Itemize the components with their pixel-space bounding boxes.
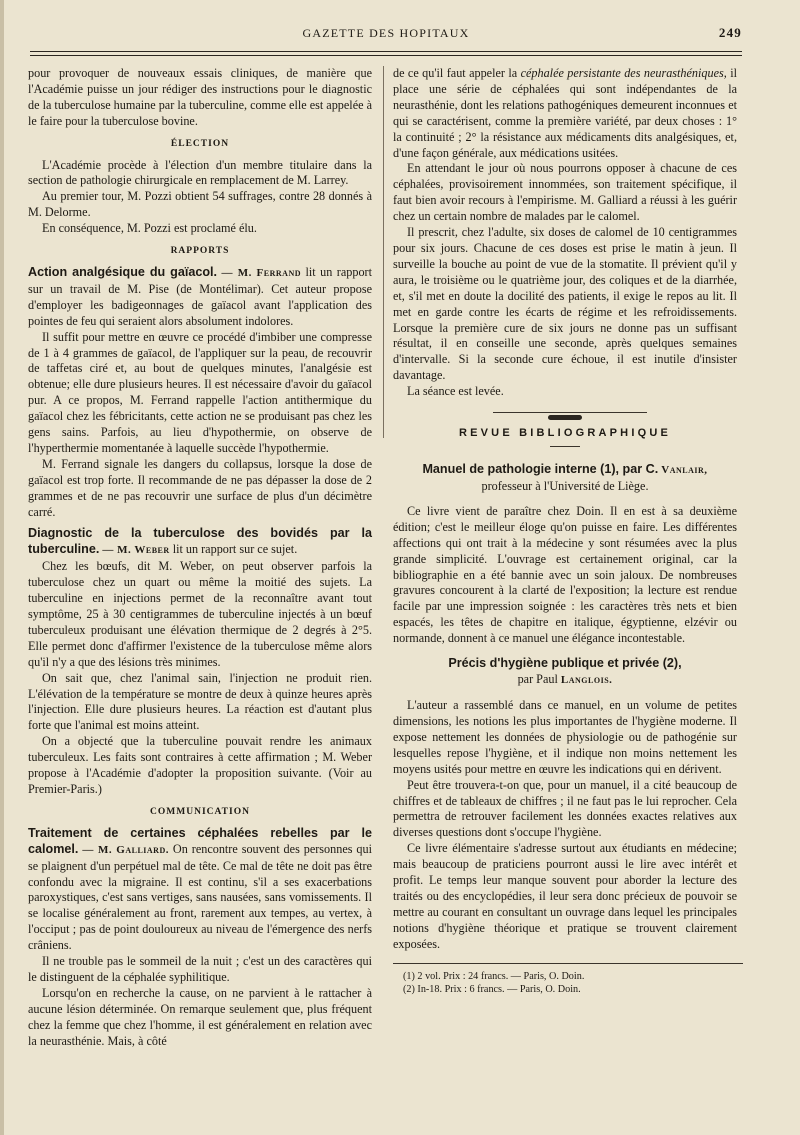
- paragraph-text: On rencontre souvent des personnes qui se plaignent d'un perpétuel mal de tête. Ce mal de tête ne doit pas être confondu avec la migraine. Il est continu, s'il a ses exacerbations paroxystiques, c'est sans vertiges, sans nausées, sans vomissements. Il se localise généralement au front, rarement aux tempes, au vertex, à l'occiput ; pas de point douloureux au niveau de l'émergence des nerfs crâniens.: [28, 841, 372, 953]
- paragraph: Chez les bœufs, dit M. Weber, on peut observer parfois la tuberculose chez un quart ou même la moitié des sujets. La tuberculine en injections permet de la reconnaître avant tout symptôme, 25 à 30 centigrammes de tuberculine injectés à un bœuf tuberculeux produisant une élévation thermique de 2 degrés à 2°5. Elle permet donc d'affirmer l'existence de la tuberculose même alors qu'il n'y a que des lésions très minimes.: [28, 559, 372, 669]
- page-edge: [0, 0, 4, 1135]
- article-tuberculose: [28, 526, 372, 559]
- paragraph: Il prescrit, chez l'adulte, six doses de calomel de 10 centigrammes pour six jours. Chacune de ces doses est prise le matin à jeun. Il surveille la bouche au point de vue de la stomatite. Il prévient qu'il y aura, le troisième ou le quatrième jour, des coliques et de la diarrhée, et, s'il met en doute la docilité des patients, il exige le repos au lit. Il met en garde contre les écarts de régime et les refroidissements. Lorsque la première cure de six jours ne donne pas un suffisant résultat, il en conseille une seconde, après quelques semaines d'intervalle. Si la seconde cure échoue, il est inutile d'insister davantage.: [393, 225, 737, 383]
- footnote: (2) In-18. Prix : 6 francs. — Paris, O. Doin.: [403, 983, 581, 995]
- left-column: [28, 66, 372, 1049]
- right-column: [393, 66, 737, 996]
- book-author: Langlois.: [560, 674, 613, 687]
- paragraph: Peut être trouvera-t-on que, pour un manuel, il a cité beaucoup de chiffres et de tableaux de chiffres ; il ne faut pas le lui reprocher. Cela permettra de retrouver facilement les données exactes relatives aux diverses questions dont s'occupe l'hygiène.: [393, 777, 737, 840]
- article-title: Action analgésique du gaïacol.: [28, 264, 218, 279]
- paragraph: L'auteur a rassemblé dans ce manuel, en un volume de petites dimensions, les notions les plus importantes de l'hygiène moderne. Il expose nettement les données de physiologie ou de pathogénie sur lesquelles repose l'hygiène, et il indique non moins nettement les moyens usités pour mettre en œuvre les indications qui en dérivent.: [393, 698, 737, 776]
- page-number: 249: [718, 25, 742, 40]
- book-heading-2: [393, 655, 737, 688]
- section-heading-communication: COMMUNICATION: [150, 806, 250, 817]
- article-author: — M. Weber: [102, 544, 170, 557]
- paragraph: Ce livre vient de paraître chez Doin. Il en est à sa deuxième édition; c'est le meilleur éloge qu'on puisse en faire. Les différentes affections qui ont trait à la médecine y sont résumées avec la plus grande simplicité. L'ouvrage est certainement original, car la bibliographie en a été bannie avec un soin jaloux. De nombreuses gravures concourent à la clarté de l'exposition; la lecture est rendue facile par une impression soignée : les caractères très nets et bien espacés, les têtes de chapitre en italique, égyptienne, elzévir ou normande, donnent à ce manuel une élégance incontestable.: [393, 503, 737, 646]
- header-rule: [30, 51, 742, 52]
- paragraph: Il ne trouble pas le sommeil de la nuit ; c'est un des caractères qui le distinguent de la céphalée syphilitique.: [28, 954, 372, 984]
- paragraph: L'Académie procède à l'élection d'un membre titulaire dans la section de pathologie chirurgicale en remplacement de M. Larrey.: [28, 157, 372, 188]
- column-separator: [383, 66, 384, 438]
- paragraph: Il suffit pour mettre en œuvre ce procédé d'imbiber une compresse de 1 à 4 grammes de gaïacol, de l'appliquer sur la peau, de recouvrir de taffetas ciré et, au bout de quelques minutes, l'analgésie est obtenue; elle dure plusieurs heures. Il est nécessaire d'avoir du gaïacol pur. A ce propos, M. Ferrand rappelle l'action antithermique du gaïacol chez les fébricitants, cette action ne se produisant pas chez les gens sains. Parfois, au lieu d'hypothermie, on observe de l'hyperthermie momentanée à laquelle succède l'hypothermie.: [28, 329, 372, 455]
- paragraph: La séance est levée.: [407, 384, 504, 399]
- paragraph: [393, 66, 737, 161]
- paragraph: On sait que, chez l'animal sain, l'injection ne produit rien. L'élévation de la température se montre de deux à quinze heures après l'injection. Elle dure plusieurs heures. La réaction est d'autant plus forte que l'animal est moins atteint.: [28, 670, 372, 733]
- section-ornament: [393, 408, 737, 416]
- short-rule: [550, 446, 580, 447]
- paragraph-text: il place une série de céphalées qui sont indépendantes de la neurasthénie, dont les relations pathogéniques demeurent inconnues et qui se caractérisent, comme la première variété, par deux choses : 1° la continuité ; 2° la résistance aux médicaments dits analgésiques, et, d'une façon générale, aux médications usitées.: [393, 66, 737, 160]
- book-title: Manuel de pathologie interne (1), par C.: [422, 461, 659, 476]
- section-heading-revue: REVUE BIBLIOGRAPHIQUE: [458, 427, 672, 440]
- page-header: [30, 24, 742, 44]
- paragraph-text: de ce qu'il faut appeler la: [393, 66, 521, 80]
- section-heading-election: ÉLECTION: [170, 138, 230, 149]
- footnote-rule: [393, 963, 743, 964]
- ornament-mark: [548, 415, 582, 420]
- paragraph: Ce livre élémentaire s'adresse surtout aux étudiants en médecine; mais beaucoup de praticiens pourront aussi le lire avec intérêt et profit. Le temps leur manque souvent pour aborder la lecture des traités ou des encyclopédies, il leur sera donc précieux de pouvoir se mettre au courant en consultant un ouvrage dans lequel les principales notions d'hygiène théorique et pratique se trouvent clairement exposées.: [393, 841, 737, 951]
- article-title: Diagnostic de la tuberculose des bovidés par la tuberculine.: [28, 526, 372, 557]
- paragraph-text: lit un rapport sur un travail de M. Pise (de Montélimar). Cet auteur propose d'employer les badigeonnages de gaïacol avant l'application des pointes de feu qui seraient alors absolument indolores.: [28, 264, 372, 328]
- paragraph: Lorsqu'on en recherche la cause, on ne parvient à le rattacher à aucune lésion déterminée. On remarque seulement que, plus fréquent chez la femme que chez l'homme, il est généralement en relation avec la neurasthénie. Mais, à côté: [28, 985, 372, 1048]
- article-author: — M. Galliard.: [82, 843, 169, 856]
- footnotes: [393, 970, 737, 996]
- paragraph: Au premier tour, M. Pozzi obtient 54 suffrages, contre 28 donnés à M. Delorme.: [28, 189, 372, 220]
- book-author: Vanlair,: [661, 463, 708, 476]
- section-heading-rapports: RAPPORTS: [170, 246, 230, 257]
- article-cephalees: [28, 826, 372, 954]
- footnote: (1) 2 vol. Prix : 24 francs. — Paris, O. Doin.: [403, 970, 585, 982]
- article-gaiacol: [28, 265, 372, 330]
- paragraph: pour provoquer de nouveaux essais cliniques, de manière que l'Académie puisse un jour rédiger des instructions pour le diagnostic de la tuberculose humaine par la tuberculine, comme elle est appelée à le faire pour la tuberculose bovine.: [28, 66, 372, 128]
- book-title: Précis d'hygiène publique et privée (2),: [448, 656, 682, 671]
- book-by: par Paul: [517, 672, 561, 687]
- paragraph: M. Ferrand signale les dangers du collapsus, lorsque la dose de gaïacol est trop forte. Il recommande de ne pas dépasser la dose de 2 grammes et de ne pas recouvrir une surface de plus d'un décimètre carré.: [28, 456, 372, 519]
- header-rule-double: [30, 55, 742, 56]
- article-author: — M. Ferrand: [221, 266, 301, 279]
- paragraph: En conséquence, M. Pozzi est proclamé élu.: [42, 221, 257, 236]
- publication-title: GAZETTE DES HOPITAUX: [302, 26, 470, 40]
- book-heading-1: [393, 461, 737, 494]
- paragraph-text: lit un rapport sur ce sujet.: [169, 542, 298, 557]
- article-title: Traitement de certaines céphalées rebelles par le calomel.: [28, 825, 372, 856]
- emphasis-text: céphalée persistante des neurasthéniques,: [520, 66, 727, 80]
- book-affiliation: professeur à l'Université de Liège.: [481, 478, 649, 493]
- paragraph: On a objecté que la tuberculine pouvait rendre les animaux tuberculeux. Les faits sont contraires à cette affirmation ; M. Weber propose à l'Académie d'adopter la proposition suivante. (Voir au Premier-Paris.): [28, 734, 372, 796]
- paragraph: En attendant le jour où nous pourrons opposer à chacune de ces céphalées, provisoirement innommées, son traitement spécifique, il faut bien avoir recours à l'empirisme. M. Galliard a réussi à les guérir chez un certain nombre de malades par le calomel.: [393, 161, 737, 224]
